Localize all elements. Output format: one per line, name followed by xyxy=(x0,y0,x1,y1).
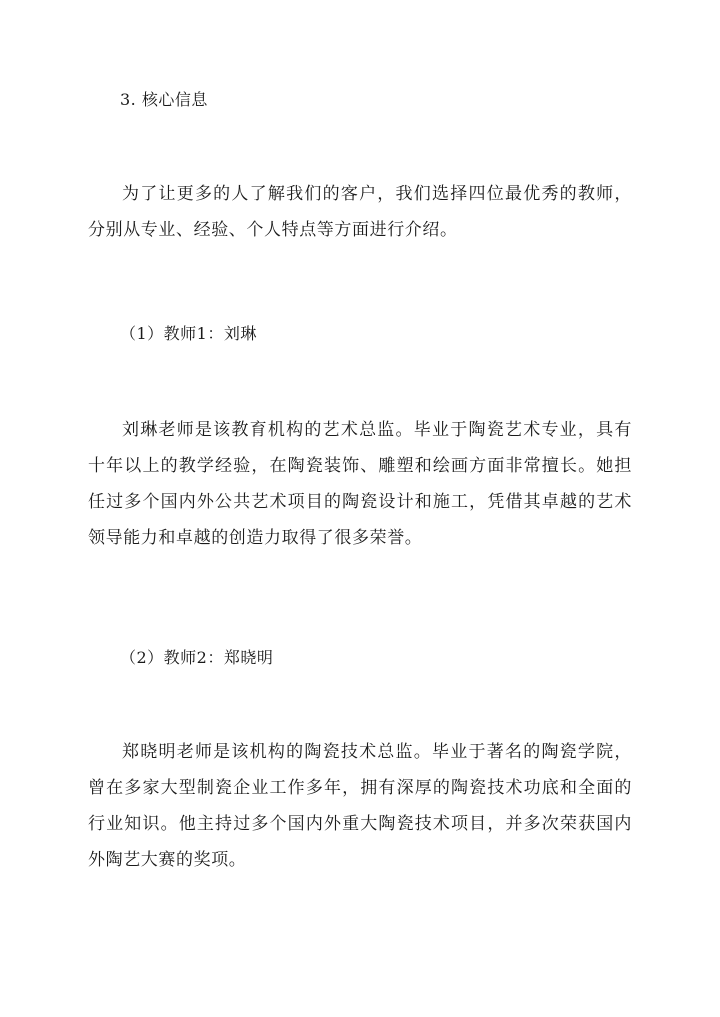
teacher-1-bio: 刘琳老师是该教育机构的艺术总监。毕业于陶瓷艺术专业，具有十年以上的教学经验，在陶瓷装饰、雕塑和绘画方面非常擅长。她担任过多个国内外公共艺术项目的陶瓷设计和施工，凭借其卓越的艺术领导能力和卓越的创造力取得了很多荣誉。 xyxy=(88,420,632,548)
teacher-1-heading: （1）教师1：刘琳 xyxy=(120,324,257,343)
intro-paragraph: 为了让更多的人了解我们的客户，我们选择四位最优秀的教师，分别从专业、经验、个人特点等方面进行介绍。 xyxy=(88,184,632,240)
teacher-2-bio: 郑晓明老师是该机构的陶瓷技术总监。毕业于著名的陶瓷学院，曾在多家大型制瓷企业工作多年，拥有深厚的陶瓷技术功底和全面的行业知识。他主持过多个国内外重大陶瓷技术项目，并多次荣获国内外陶艺大赛的奖项。 xyxy=(88,742,632,870)
section-heading: 3. 核心信息 xyxy=(120,90,208,109)
teacher-2-heading: （2）教师2：郑晓明 xyxy=(120,648,274,667)
